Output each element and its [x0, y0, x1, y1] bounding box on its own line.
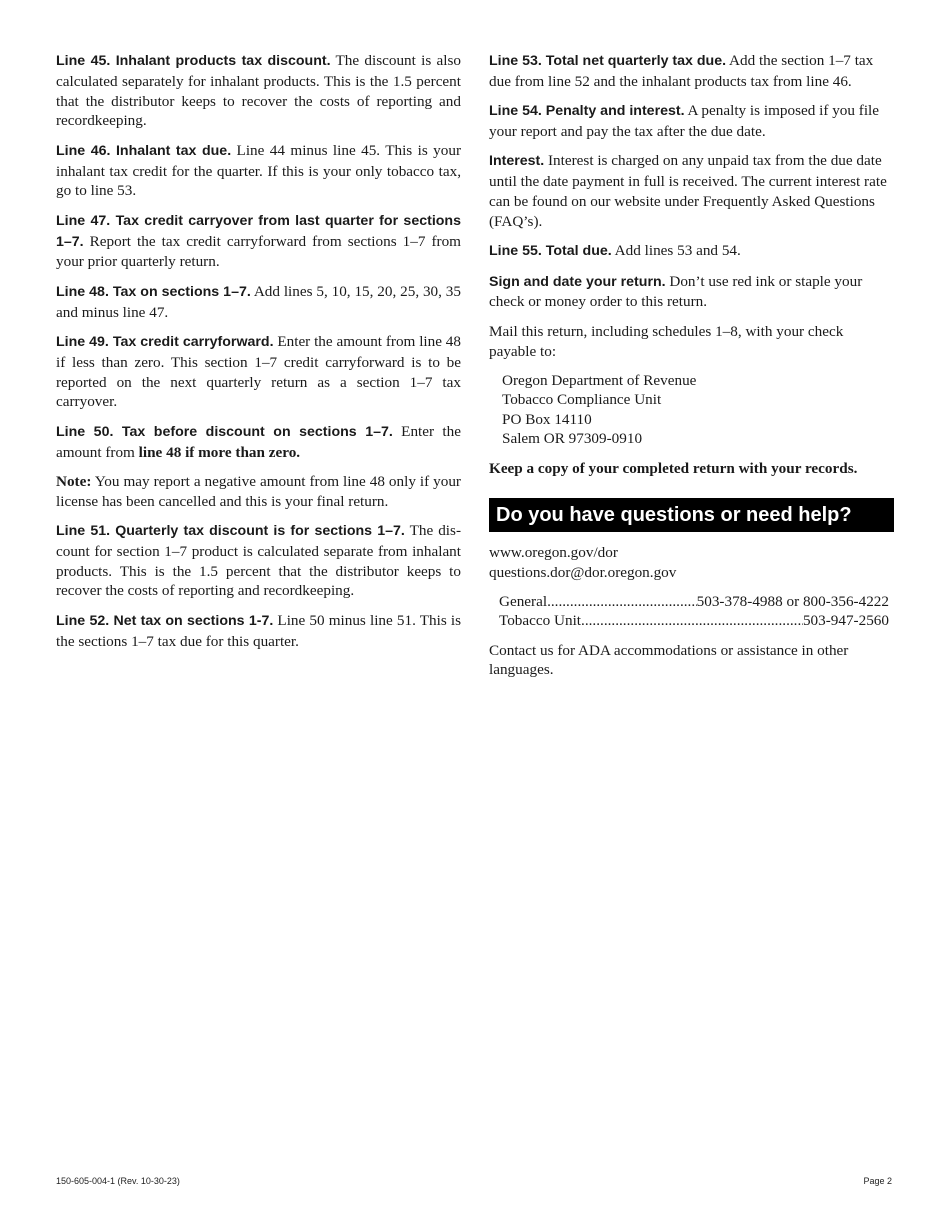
left-column [56, 51, 461, 661]
line51-paragraph [56, 521, 461, 601]
sign-text: Don’t use red ink or staple your check or money order to this return. [489, 272, 863, 311]
phone-label: General [499, 592, 548, 610]
interest-paragraph [489, 151, 894, 231]
note-label: Note: [56, 472, 92, 490]
line45-label: Line 45. Inhalant products tax discount. [56, 53, 331, 69]
address-line: PO Box 14110 [502, 410, 592, 428]
ada-paragraph: Contact us for ADA accommodations or assistance in other languages. [489, 641, 849, 679]
line47-label: Line 47. Tax credit carryover from last quarter for sections 1–7. [56, 212, 461, 250]
line48-label: Line 48. Tax on sections 1–7. [56, 283, 251, 300]
email-link[interactable]: questions.dor@dor.oregon.gov [489, 563, 677, 581]
phone-label: Tobacco Unit [499, 612, 582, 630]
line54-paragraph [489, 101, 894, 142]
line55-text: Add lines 53 and 54. [611, 242, 741, 260]
line45-text: The discount is also calculated separately for inhalant products. This is the 1.5 percent that the distributor keeps to recover the costs of reporting and recordkeeping. [56, 52, 461, 130]
dot-leader [547, 592, 697, 612]
note-text: You may report a negative amount from line 48 only if your license has been cancelled and this is your final return. [56, 472, 461, 510]
line53-label: Line 53. Total net quarterly tax due. [489, 53, 727, 69]
interest-label: Interest. [489, 153, 545, 170]
line55-paragraph [489, 241, 894, 262]
line54-text: A penalty is imposed if you file your report and pay the tax after the due date. [489, 102, 880, 140]
line47-paragraph [56, 211, 461, 272]
line48-text: Add lines 5, 10, 15, 20, 25, 30, 35 and minus line 47. [56, 282, 461, 321]
line49-label: Line 49. Tax credit carryforward. [56, 333, 274, 350]
phone-number[interactable]: 503-947-2560 [802, 612, 889, 630]
sign-label: Sign and date your return. [489, 273, 666, 290]
line54-label: Line 54. Penalty and interest. [489, 103, 685, 120]
line50-paragraph [56, 422, 461, 463]
phone-row-tobacco-unit [499, 611, 889, 631]
web-contacts [489, 543, 894, 582]
line46-label: Line 46. Inhalant tax due. [56, 142, 232, 159]
line50-text: Enter the amount from [56, 422, 461, 461]
website-link[interactable]: www.oregon.gov/dor [489, 544, 618, 562]
help-heading: Do you have questions or need help? [489, 498, 894, 532]
line47-text: Report the tax credit carryforward from sections 1–7 from your prior quarterly return. [56, 232, 461, 271]
note-paragraph [56, 472, 461, 512]
line49-paragraph [56, 332, 461, 412]
phone-list [489, 592, 894, 631]
line45-paragraph [56, 51, 461, 131]
sign-paragraph [489, 272, 894, 313]
line55-label: Line 55. Total due. [489, 243, 612, 260]
line49-text: Enter the amount from line 48 if less than zero. This section 1–7 credit carryforward is to be reported on the next quarterly return as a section 1–7 tax carryover. [56, 332, 461, 411]
line51-label: Line 51. Quarterly tax discount is for sections 1–7. [56, 523, 405, 540]
mailing-address [502, 371, 894, 449]
dot-leader [581, 611, 803, 631]
line50-bold-text: line 48 if more than zero. [138, 443, 301, 461]
line50-label: Line 50. Tax before discount on sections 1–7. [56, 423, 393, 440]
phone-number[interactable]: 503-378-4988 or 800-356-4222 [696, 592, 889, 610]
address-line: Oregon Department of Revenue [502, 371, 697, 389]
right-column [489, 51, 894, 690]
page-number: Page 2 [863, 1176, 892, 1186]
phone-row-general [499, 592, 889, 612]
line48-paragraph [56, 282, 461, 323]
line46-paragraph [56, 141, 461, 201]
keep-copy-note: Keep a copy of your completed return with your records. [489, 459, 858, 477]
line53-paragraph [489, 51, 894, 92]
address-line: Salem OR 97309-0910 [502, 430, 643, 448]
interest-text: Interest is charged on any unpaid tax from the due date until the date payment in full is received. The current interest rate can be found on our website under Frequently Asked Questions (FAQ’s). [489, 152, 887, 230]
address-line: Tobacco Compliance Unit [502, 391, 662, 409]
line52-label: Line 52. Net tax on sections 1-7. [56, 612, 274, 629]
line52-text: Line 50 minus line 51. This is the sections 1–7 tax due for this quarter. [56, 611, 461, 650]
form-number: 150-605-004-1 (Rev. 10-30-23) [56, 1176, 180, 1186]
line53-text: Add the section 1–7 tax due from line 52 and the inhalant products tax from line 46. [489, 52, 874, 90]
line51-text: The discount for section 1–7 product is calculated separate from inhalant products. This is the 1.5 percent that the distributor keeps to recover the costs of reporting and recordkeeping. [56, 522, 461, 600]
mail-paragraph: Mail this return, including schedules 1–8, with your check payable to: [489, 322, 844, 360]
line46-text: Line 44 minus line 45. This is your inhalant tax credit for the quarter. If this is your only tobacco tax, go to line 53. [56, 141, 461, 200]
line52-paragraph [56, 611, 461, 652]
